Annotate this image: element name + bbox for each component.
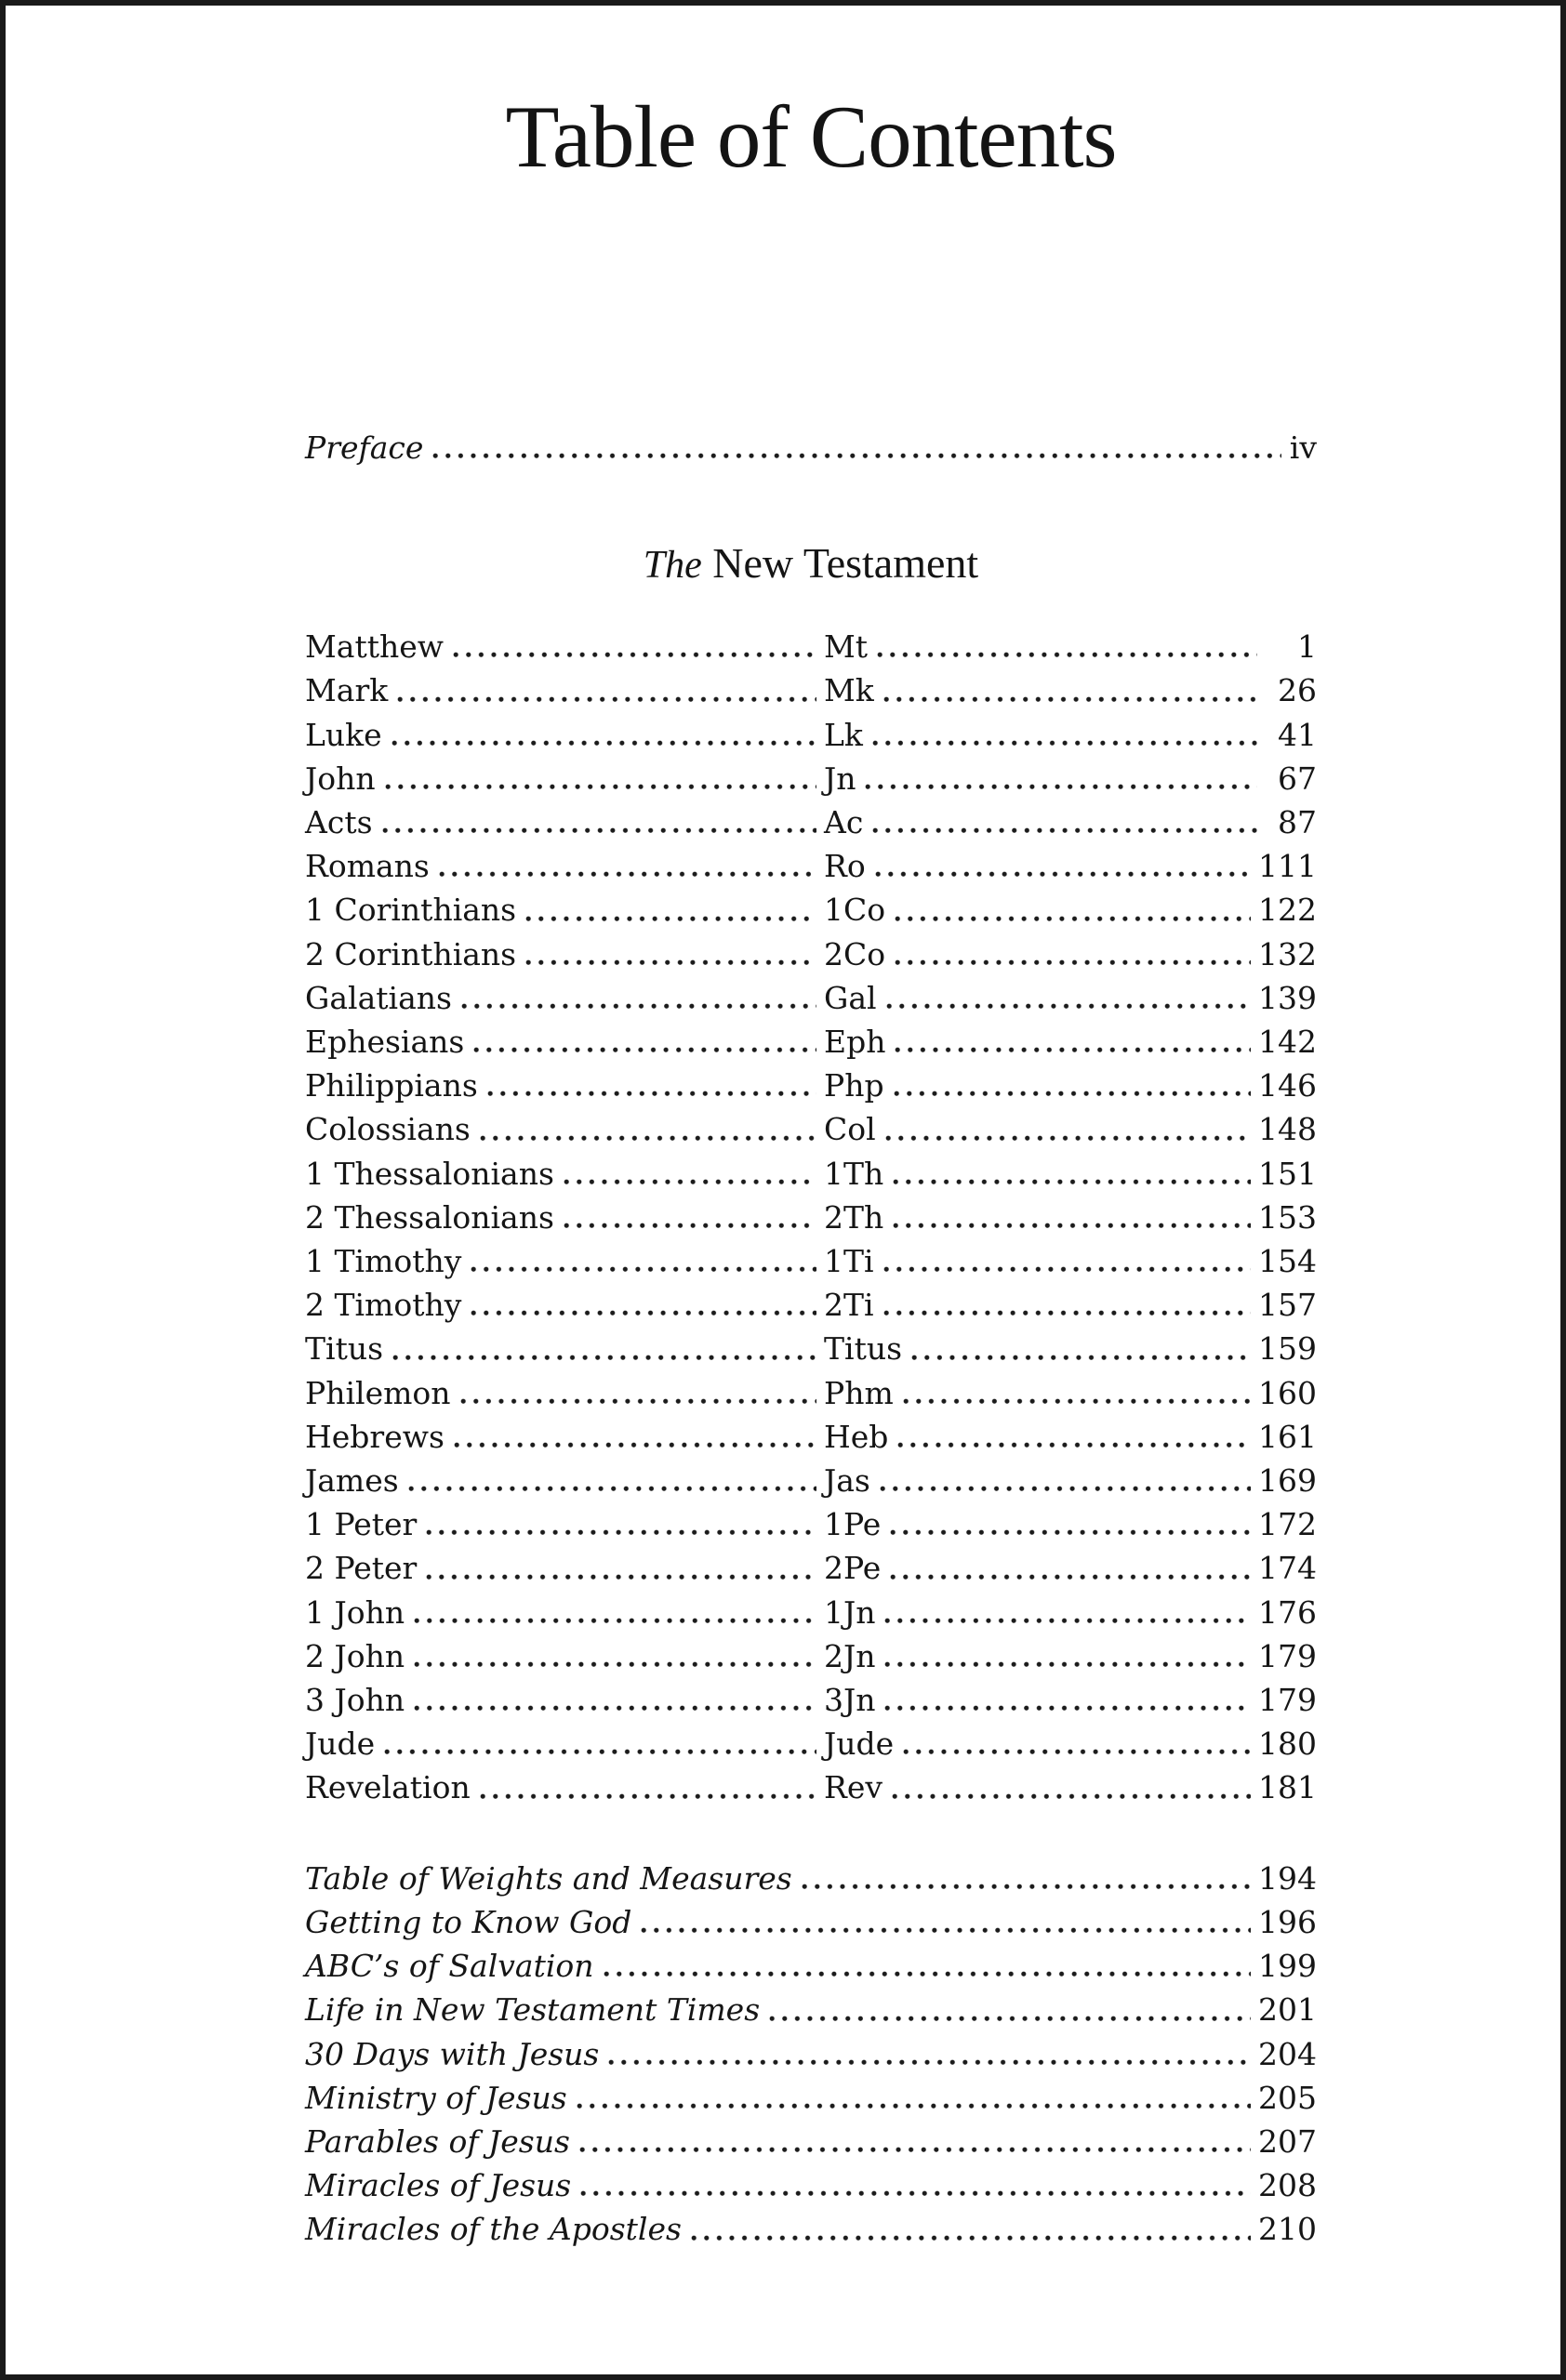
- toc-backmatter-row: [305, 2163, 1317, 2207]
- book-name: Philemon: [305, 1374, 451, 1411]
- toc-book-row: [305, 1064, 1317, 1107]
- book-name: Romans: [305, 848, 430, 885]
- toc-book-row: [305, 668, 1317, 712]
- backmatter-name: Life in New Testament Times: [305, 1991, 761, 2029]
- book-name: Mark: [305, 672, 389, 709]
- book-name-segment: [305, 1064, 824, 1107]
- backmatter-page-number: 194: [1258, 1859, 1317, 1897]
- book-page-number: 154: [1258, 1243, 1317, 1280]
- toc-book-row: [305, 1546, 1317, 1590]
- dot-leader: [564, 1179, 816, 1185]
- dot-leader: [877, 652, 1257, 658]
- book-name-segment: [305, 1020, 824, 1064]
- book-abbreviation: Phm: [824, 1374, 894, 1411]
- backmatter-list: [305, 1857, 1317, 2252]
- book-page-number: 41: [1278, 716, 1317, 753]
- dot-leader: [883, 1310, 1251, 1316]
- book-name: Jude: [305, 1726, 376, 1763]
- dot-leader: [414, 1705, 816, 1712]
- toc-book-row: [305, 1283, 1317, 1327]
- book-name-segment: [305, 1283, 824, 1327]
- dot-leader: [397, 696, 816, 703]
- book-abbreviation: 1Co: [824, 892, 886, 929]
- book-abbr-segment: [824, 800, 1317, 844]
- book-page-number: 142: [1258, 1024, 1317, 1061]
- book-page-number: 160: [1258, 1374, 1317, 1411]
- book-name-segment: [305, 888, 824, 932]
- dot-leader: [414, 1618, 816, 1624]
- book-name: 1 Thessalonians: [305, 1155, 554, 1192]
- book-abbr-segment: [824, 757, 1317, 800]
- dot-leader: [525, 916, 816, 922]
- book-abbreviation: 1Pe: [824, 1506, 882, 1543]
- book-page-number: 87: [1278, 804, 1317, 841]
- dot-leader: [461, 1003, 816, 1010]
- book-name-segment: [305, 1459, 824, 1502]
- book-page-number: 132: [1258, 935, 1317, 972]
- book-name: Revelation: [305, 1769, 471, 1806]
- book-name-segment: [305, 1591, 824, 1634]
- dot-leader: [480, 1793, 816, 1800]
- backmatter-page-number: 210: [1258, 2211, 1317, 2248]
- book-abbr-segment: [824, 1107, 1317, 1151]
- backmatter-page-number: 196: [1258, 1903, 1317, 1940]
- book-name-segment: [305, 757, 824, 800]
- book-abbreviation: 2Pe: [824, 1550, 882, 1587]
- backmatter-name: Ministry of Jesus: [305, 2079, 567, 2116]
- book-abbr-segment: [824, 625, 1317, 668]
- dot-leader: [577, 2103, 1251, 2109]
- dot-leader: [894, 1091, 1251, 1097]
- section-heading: [305, 538, 1317, 588]
- dot-leader: [471, 1310, 816, 1316]
- dot-leader: [880, 1486, 1251, 1492]
- dot-leader: [893, 1179, 1251, 1185]
- book-name: 1 Timothy: [305, 1243, 462, 1280]
- book-abbreviation: 2Th: [824, 1198, 884, 1236]
- backmatter-name: Parables of Jesus: [305, 2122, 570, 2160]
- toc-book-row: [305, 1371, 1317, 1415]
- dot-leader: [392, 1355, 816, 1361]
- book-page-number: 139: [1258, 979, 1317, 1016]
- book-abbreviation: Lk: [824, 716, 863, 753]
- backmatter-page-number: 207: [1258, 2122, 1317, 2160]
- book-abbr-segment: [824, 713, 1317, 757]
- book-abbr-segment: [824, 1196, 1317, 1239]
- toc-book-row: [305, 1634, 1317, 1678]
- dot-leader: [884, 1661, 1251, 1668]
- toc-backmatter-row: [305, 1857, 1317, 1900]
- book-name: 3 John: [305, 1682, 405, 1719]
- dot-leader: [471, 1266, 816, 1273]
- book-name: Colossians: [305, 1111, 471, 1148]
- backmatter-name: Miracles of the Apostles: [305, 2211, 682, 2248]
- toc-book-row: [305, 757, 1317, 800]
- dot-leader: [895, 1047, 1251, 1053]
- book-name: 2 Corinthians: [305, 935, 517, 972]
- book-abbr-segment: [824, 976, 1317, 1020]
- book-page-number: 111: [1258, 848, 1317, 885]
- preface-page-number: iv: [1289, 430, 1317, 466]
- book-abbr-segment: [824, 1283, 1317, 1327]
- book-name-segment: [305, 1152, 824, 1196]
- book-name: 2 Peter: [305, 1550, 418, 1587]
- book-abbr-segment: [824, 1239, 1317, 1283]
- dot-leader: [426, 1529, 816, 1536]
- dot-leader: [691, 2235, 1251, 2241]
- dot-leader: [454, 1442, 816, 1448]
- book-abbr-segment: [824, 1020, 1317, 1064]
- book-name-segment: [305, 1196, 824, 1239]
- book-page-number: 161: [1258, 1418, 1317, 1455]
- book-abbreviation: Jas: [824, 1462, 870, 1500]
- book-name-segment: [305, 1327, 824, 1370]
- book-name: Titus: [305, 1330, 384, 1368]
- book-name-segment: [305, 1634, 824, 1678]
- book-abbreviation: Php: [824, 1067, 884, 1104]
- book-abbr-segment: [824, 668, 1317, 712]
- book-page-number: 176: [1258, 1593, 1317, 1631]
- section-heading-name: New Testament: [712, 539, 979, 588]
- book-name: 1 John: [305, 1593, 405, 1631]
- book-page-number: 181: [1258, 1769, 1317, 1806]
- dot-leader: [473, 1047, 816, 1053]
- book-abbreviation: Ro: [824, 848, 866, 885]
- backmatter-name: ABC’s of Salvation: [305, 1948, 594, 1985]
- book-name-segment: [305, 1722, 824, 1765]
- dot-leader: [439, 871, 816, 878]
- book-page-number: 179: [1258, 1682, 1317, 1719]
- dot-leader: [432, 453, 1281, 459]
- book-abbr-segment: [824, 1678, 1317, 1722]
- backmatter-name: Miracles of Jesus: [305, 2167, 572, 2204]
- dot-leader: [883, 1266, 1251, 1273]
- toc-book-row: [305, 1502, 1317, 1546]
- dot-leader: [769, 2016, 1251, 2022]
- dot-leader: [604, 1971, 1251, 1977]
- dot-leader: [897, 1442, 1251, 1448]
- preface-entry: [305, 426, 1317, 469]
- toc-backmatter-row: [305, 1944, 1317, 1988]
- toc-backmatter-row: [305, 2207, 1317, 2251]
- book-abbreviation: 3Jn: [824, 1682, 876, 1719]
- dot-leader: [903, 1749, 1251, 1755]
- book-abbr-segment: [824, 1459, 1317, 1502]
- book-page-number: 172: [1258, 1506, 1317, 1543]
- dot-leader: [903, 1398, 1251, 1405]
- book-name: 1 Corinthians: [305, 892, 517, 929]
- book-abbreviation: 1Th: [824, 1155, 884, 1192]
- dot-leader: [487, 1091, 816, 1097]
- book-abbreviation: Rev: [824, 1769, 883, 1806]
- toc-book-row: [305, 1678, 1317, 1722]
- book-page-number: 179: [1258, 1637, 1317, 1674]
- toc-book-row: [305, 1196, 1317, 1239]
- book-name-segment: [305, 800, 824, 844]
- book-name: Galatians: [305, 979, 452, 1016]
- book-name: James: [305, 1462, 399, 1500]
- book-name-segment: [305, 625, 824, 668]
- book-abbreviation: 1Jn: [824, 1593, 876, 1631]
- dot-leader: [886, 1003, 1251, 1010]
- book-abbr-segment: [824, 1765, 1317, 1809]
- book-page-number: 67: [1278, 760, 1317, 797]
- toc-backmatter-row: [305, 2120, 1317, 2163]
- book-page-number: 157: [1258, 1287, 1317, 1324]
- preface-label: Preface: [305, 430, 424, 466]
- book-page-number: 159: [1258, 1330, 1317, 1368]
- toc-backmatter-row: [305, 1988, 1317, 2031]
- dot-leader: [911, 1355, 1251, 1361]
- book-name-segment: [305, 713, 824, 757]
- dot-leader: [875, 871, 1251, 878]
- dot-leader: [884, 1705, 1251, 1712]
- dot-leader: [885, 1135, 1251, 1142]
- dot-leader: [408, 1486, 816, 1492]
- backmatter-page-number: 199: [1258, 1948, 1317, 1985]
- book-abbr-segment: [824, 1591, 1317, 1634]
- dot-leader: [895, 916, 1251, 922]
- toc-book-row: [305, 1239, 1317, 1283]
- book-name: Ephesians: [305, 1024, 465, 1061]
- book-abbreviation: 1Ti: [824, 1243, 874, 1280]
- book-name-segment: [305, 1415, 824, 1459]
- book-name: John: [305, 760, 376, 797]
- backmatter-name: 30 Days with Jesus: [305, 2035, 600, 2072]
- dot-leader: [608, 2059, 1251, 2066]
- backmatter-name: Table of Weights and Measures: [305, 1859, 792, 1897]
- dot-leader: [414, 1661, 816, 1668]
- book-name: Hebrews: [305, 1418, 445, 1455]
- book-page-number: 174: [1258, 1550, 1317, 1587]
- book-name: 2 Timothy: [305, 1287, 462, 1324]
- page-content: [6, 86, 1560, 2252]
- dot-leader: [884, 1618, 1251, 1624]
- book-abbr-segment: [824, 932, 1317, 976]
- book-name-segment: [305, 668, 824, 712]
- book-abbreviation: Mt: [824, 628, 869, 666]
- dot-leader: [890, 1529, 1251, 1536]
- book-name-segment: [305, 976, 824, 1020]
- book-abbr-segment: [824, 1546, 1317, 1590]
- backmatter-name: Getting to Know God: [305, 1903, 632, 1940]
- toc-book-row: [305, 1459, 1317, 1502]
- toc-book-row: [305, 1722, 1317, 1765]
- book-abbr-segment: [824, 1722, 1317, 1765]
- toc-book-row: [305, 1765, 1317, 1809]
- book-page-number: 180: [1258, 1726, 1317, 1763]
- toc-book-row: [305, 1415, 1317, 1459]
- toc-book-row: [305, 1591, 1317, 1634]
- book-abbr-segment: [824, 1064, 1317, 1107]
- dot-leader: [460, 1398, 816, 1405]
- book-abbreviation: Heb: [824, 1418, 889, 1455]
- backmatter-page-number: 204: [1258, 2035, 1317, 2072]
- book-name-segment: [305, 1371, 824, 1415]
- book-name-segment: [305, 1678, 824, 1722]
- book-name-segment: [305, 1239, 824, 1283]
- dot-leader: [564, 1223, 816, 1229]
- page-title: Table of Contents: [505, 87, 1117, 186]
- book-name: Luke: [305, 716, 382, 753]
- book-abbr-segment: [824, 1415, 1317, 1459]
- book-abbr-segment: [824, 1371, 1317, 1415]
- book-name-segment: [305, 1502, 824, 1546]
- toc-backmatter-row: [305, 2076, 1317, 2120]
- book-abbreviation: Jude: [824, 1726, 895, 1763]
- dot-leader: [382, 827, 816, 834]
- book-name: Acts: [305, 804, 373, 841]
- book-name: 2 John: [305, 1637, 405, 1674]
- dot-leader: [872, 740, 1257, 747]
- dot-leader: [641, 1927, 1251, 1934]
- book-name-segment: [305, 1765, 824, 1809]
- section-heading-the: The: [643, 544, 702, 588]
- book-page-number: 151: [1258, 1155, 1317, 1192]
- toc-book-row: [305, 1152, 1317, 1196]
- book-page-number: 122: [1258, 892, 1317, 929]
- toc-book-row: [305, 800, 1317, 844]
- dot-leader: [392, 740, 816, 747]
- toc-book-row: [305, 1107, 1317, 1151]
- book-abbreviation: Gal: [824, 979, 877, 1016]
- book-name-segment: [305, 844, 824, 888]
- dot-leader: [426, 1574, 816, 1580]
- dot-leader: [895, 959, 1251, 966]
- book-abbreviation: Eph: [824, 1024, 886, 1061]
- book-page-number: 1: [1297, 628, 1317, 666]
- backmatter-page-number: 201: [1258, 1991, 1317, 2029]
- book-abbreviation: Titus: [824, 1330, 903, 1368]
- dot-leader: [865, 784, 1257, 790]
- toc-book-row: [305, 844, 1317, 888]
- toc-book-row: [305, 932, 1317, 976]
- dot-leader: [579, 2147, 1251, 2153]
- dot-leader: [892, 1793, 1251, 1800]
- dot-leader: [480, 1135, 816, 1142]
- dot-leader: [385, 784, 816, 790]
- toc-backmatter-row: [305, 1900, 1317, 1944]
- dot-leader: [802, 1884, 1251, 1890]
- toc-book-row: [305, 625, 1317, 668]
- dot-leader: [883, 696, 1257, 703]
- book-page-number: 146: [1258, 1067, 1317, 1104]
- book-abbr-segment: [824, 1634, 1317, 1678]
- dot-leader: [890, 1574, 1251, 1580]
- book-abbr-segment: [824, 844, 1317, 888]
- book-abbreviation: Mk: [824, 672, 874, 709]
- backmatter-page-number: 205: [1258, 2079, 1317, 2116]
- dot-leader: [384, 1749, 816, 1755]
- book-name-segment: [305, 932, 824, 976]
- book-name: 2 Thessalonians: [305, 1198, 554, 1236]
- toc-backmatter-row: [305, 2032, 1317, 2076]
- book-abbreviation: 2Jn: [824, 1637, 876, 1674]
- dot-leader: [525, 959, 816, 966]
- book-page-number: 169: [1258, 1462, 1317, 1500]
- dot-leader: [580, 2190, 1251, 2197]
- book-abbr-segment: [824, 1152, 1317, 1196]
- book-name: Matthew: [305, 628, 445, 666]
- book-list: [305, 625, 1317, 1809]
- book-name-segment: [305, 1546, 824, 1590]
- toc-book-row: [305, 888, 1317, 932]
- book-page-number: 153: [1258, 1198, 1317, 1236]
- toc-book-row: [305, 1327, 1317, 1370]
- book-abbr-segment: [824, 1327, 1317, 1370]
- toc-book-row: [305, 713, 1317, 757]
- book-page-number: 26: [1278, 672, 1317, 709]
- dot-leader: [872, 827, 1257, 834]
- book-abbr-segment: [824, 888, 1317, 932]
- dot-leader: [893, 1223, 1251, 1229]
- book-page-number: 148: [1258, 1111, 1317, 1148]
- book-abbreviation: Ac: [824, 804, 864, 841]
- book-abbreviation: 2Co: [824, 935, 886, 972]
- dot-leader: [453, 652, 816, 658]
- book-name: 1 Peter: [305, 1506, 418, 1543]
- book-abbreviation: 2Ti: [824, 1287, 874, 1324]
- book-abbreviation: Col: [824, 1111, 876, 1148]
- book-abbr-segment: [824, 1502, 1317, 1546]
- book-abbreviation: Jn: [824, 760, 856, 797]
- toc-book-row: [305, 976, 1317, 1020]
- book-name: Philippians: [305, 1067, 478, 1104]
- backmatter-page-number: 208: [1258, 2167, 1317, 2204]
- book-name-segment: [305, 1107, 824, 1151]
- toc-book-row: [305, 1020, 1317, 1064]
